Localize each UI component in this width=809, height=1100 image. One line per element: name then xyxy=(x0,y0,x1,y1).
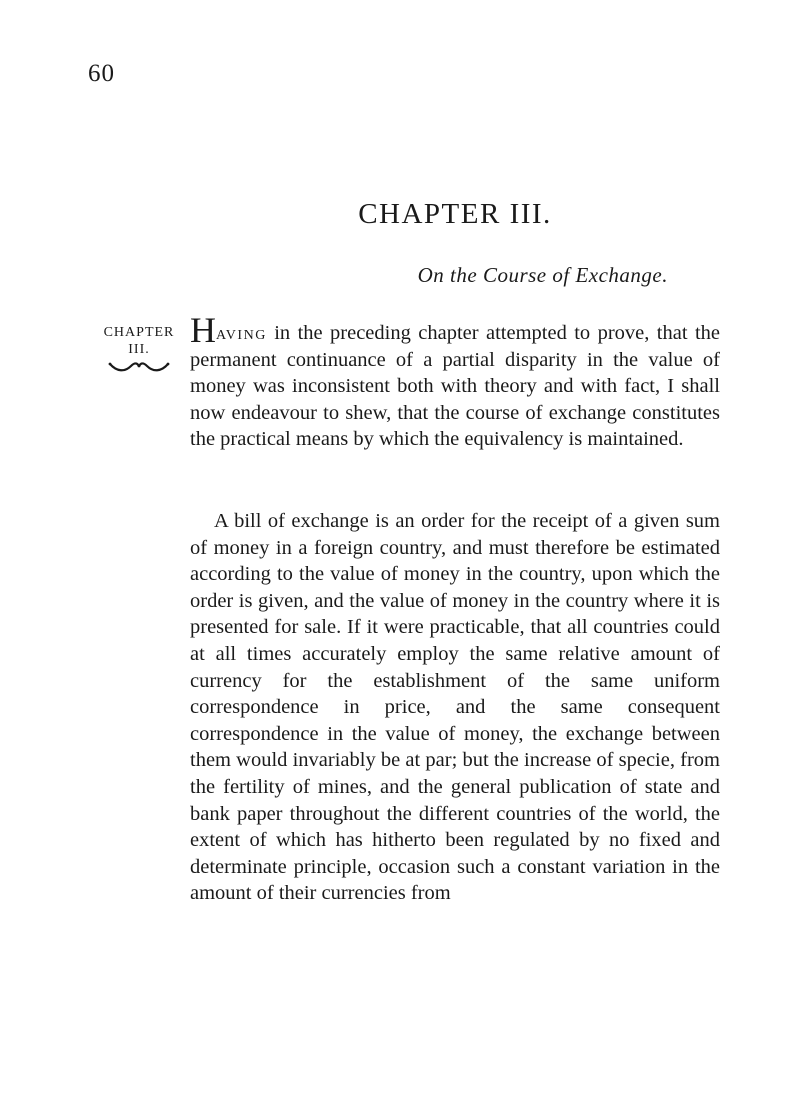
side-note xyxy=(96,324,182,374)
flourish-icon xyxy=(107,360,171,374)
opening-paragraph-text: in the preceding chapter attempted to prove, that the permanent continuance of a partial disparity in the value of money was inconsistent both with theory and with fact, I shall now endeavour to shew, that the course of exchange constitutes the practical means by which the equivalency is maintained. xyxy=(190,322,720,451)
chapter-heading: CHAPTER III. xyxy=(358,198,552,230)
side-note-line-1: CHAPTER xyxy=(103,325,175,340)
page-number: 60 xyxy=(88,60,115,87)
body-paragraph: A bill of exchange is an order for the receipt of a given sum of money in a foreign country, and must therefore be estimated according to the value of money in the country, upon which the order is given, and the value of money in the country where it is presented for sale. If it were practicable, that all countries could at all times accurately employ the same relative amount of currency for the establishment of the same uniform correspondence in price, and the same consequent correspondence in the value of money, the exchange between them would invariably be at par; but the increase of specie, from the fertility of mines, and the general publication of state and bank paper throughout the different countries of the world, the extent of which has hitherto been regulated by no fixed and determinate principle, occasion such a constant variation in the amount of their currencies from xyxy=(190,510,720,905)
opening-paragraph xyxy=(190,310,720,453)
side-note-line-2: III. xyxy=(128,342,150,357)
initial-letter: H xyxy=(190,310,216,350)
chapter-subtitle: On the Course of Exchange. xyxy=(417,263,668,287)
opening-small-caps: aving xyxy=(216,322,267,344)
